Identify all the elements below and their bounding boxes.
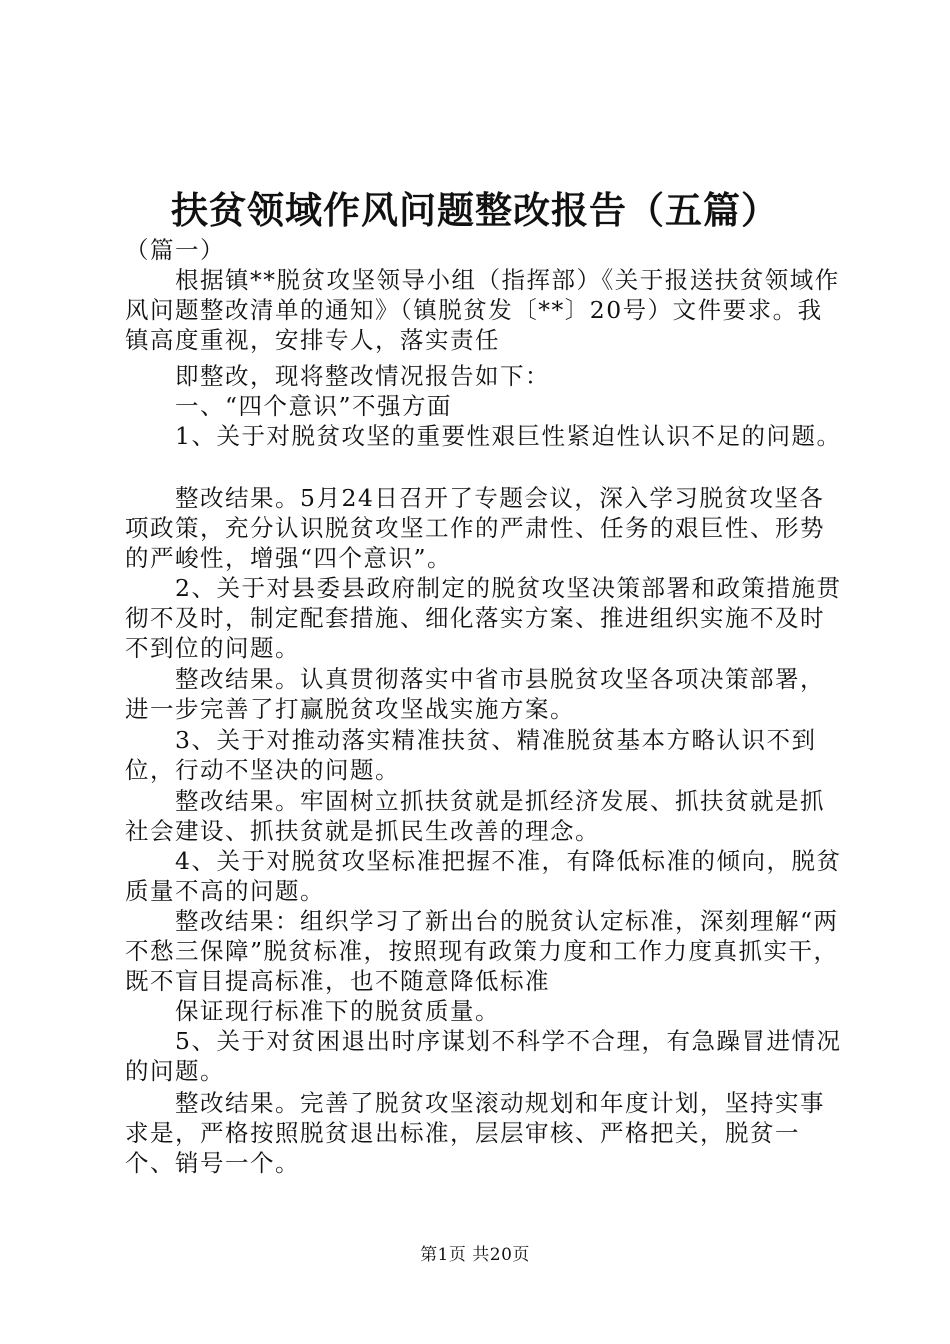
issue-1: 1、关于对脱贫攻坚的重要性艰巨性紧迫性认识不足的问题。	[125, 422, 842, 450]
issue-2: 2、关于对县委县政府制定的脱贫攻坚决策部署和政策措施贯彻不及时，制定配套措施、细化落实方案、推进组织实施不及时不到位的问题。	[125, 574, 842, 662]
result-4-continued: 保证现行标准下的脱贫质量。	[125, 997, 500, 1025]
issue-3: 3、关于对推动落实精准扶贫、精准脱贫基本方略认识不到位，行动不坚决的问题。	[125, 726, 817, 784]
result-5: 整改结果。完善了脱贫攻坚滚动规划和年度计划，坚持实事求是，严格按照脱贫退出标准，层层审核、严格把关，脱贫一个、销号一个。	[125, 1089, 825, 1177]
heading-four-awareness: 一、“四个意识”不强方面	[125, 392, 453, 420]
issue-4: 4、关于对脱贫攻坚标准把握不准，有降低标准的倾向，脱贫质量不高的问题。	[125, 847, 842, 905]
result-4: 整改结果：组织学习了新出台的脱贫认定标准，深刻理解“两不愁三保障”脱贫标准，按照现有政策力度和工作力度真抓实干，既不盲目提高标准，也不随意降低标准	[125, 907, 839, 995]
result-3: 整改结果。牢固树立抓扶贫就是抓经济发展、抓扶贫就是抓社会建设、抓扶贫就是抓民生改善的理念。	[125, 787, 825, 845]
page-footer: 第1页 共20页	[420, 1245, 530, 1265]
issue-5: 5、关于对贫困退出时序谋划不科学不合理，有急躁冒进情况的问题。	[125, 1027, 842, 1085]
document-title: 扶贫领域作风问题整改报告（五篇）	[171, 188, 779, 232]
paragraph-report-lead: 即整改，现将整改情况报告如下：	[125, 362, 550, 390]
result-2: 整改结果。认真贯彻落实中省市县脱贫攻坚各项决策部署，进一步完善了打赢脱贫攻坚战实施方案。	[125, 665, 825, 723]
result-1: 整改结果。5月24日召开了专题会议，深入学习脱贫攻坚各项政策，充分认识脱贫攻坚工作的严肃性、任务的艰巨性、形势的严峻性，增强“四个意识”。	[125, 484, 825, 572]
section-label: （篇一）	[125, 236, 225, 264]
paragraph-intro: 根据镇**脱贫攻坚领导小组（指挥部）《关于报送扶贫领域作风问题整改清单的通知》（镇脱贫发〔**〕20号）文件要求。我镇高度重视，安排专人，落实责任	[125, 266, 840, 354]
